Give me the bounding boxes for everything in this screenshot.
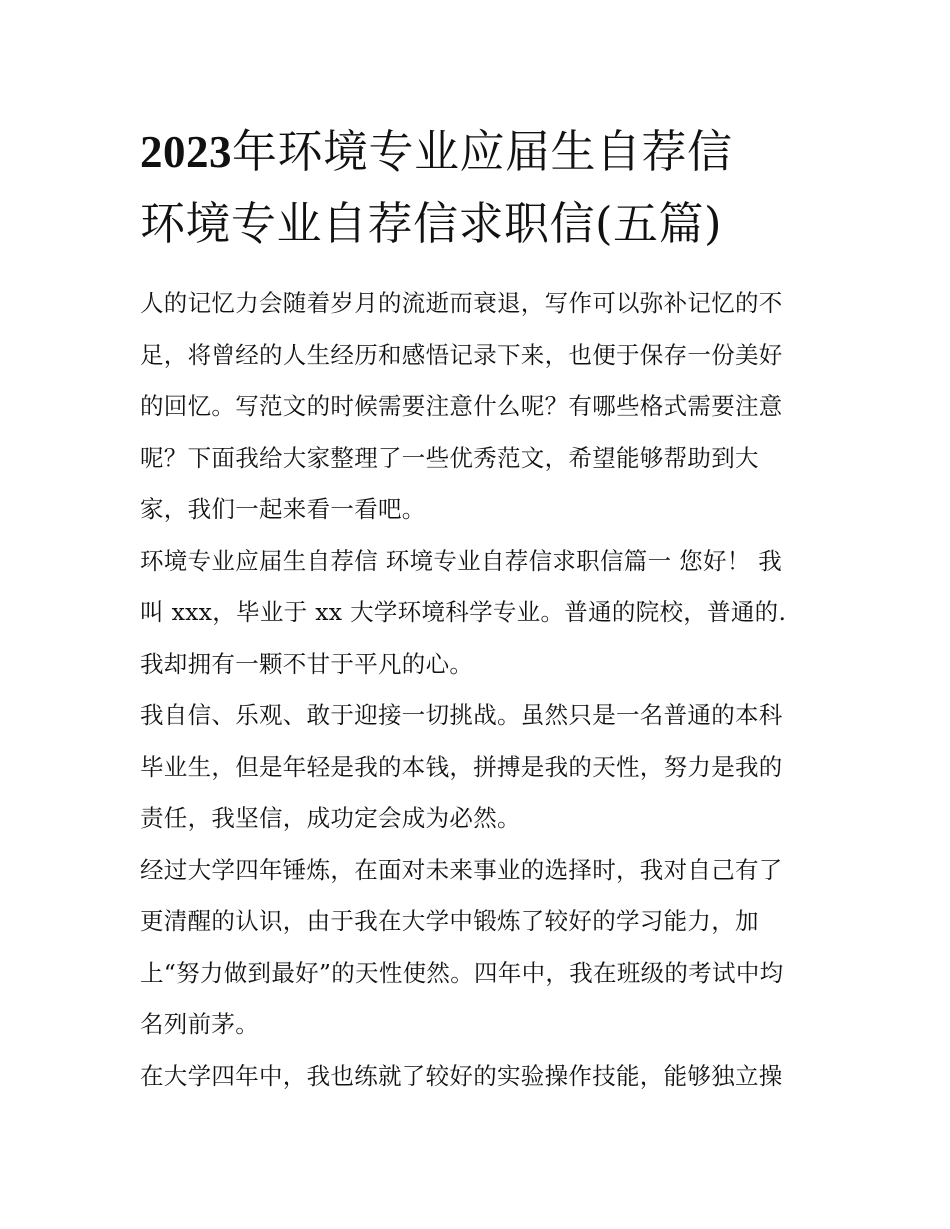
body-line: 名列前茅。 <box>140 1010 259 1038</box>
body-line: 经过大学四年锤炼，在面对未来事业的选择时，我对自己有了 <box>140 855 783 884</box>
document-title <box>140 116 820 260</box>
body-line: 足，将曾经的人生经历和感悟记录下来，也便于保存一份美好 <box>140 340 783 369</box>
title-year: 2023 <box>140 127 232 177</box>
body-line: 在大学四年中，我也练就了较好的实验操作技能，能够独立操 <box>140 1061 783 1090</box>
body-line: 毕业生，但是年轻是我的本钱，拼搏是我的天性，努力是我的 <box>140 752 783 781</box>
body-line: 我自信、乐观、敢于迎接一切挑战。虽然只是一名普通的本科 <box>140 701 783 729</box>
body-line: 我却拥有一颗不甘于平凡的心。 <box>140 649 474 678</box>
body-line: 家，我们一起来看一看吧。 <box>140 495 426 523</box>
body-line: 责任，我坚信，成功定会成为必然。 <box>140 804 521 832</box>
document-body <box>140 278 820 1102</box>
title-line-1 <box>140 116 820 188</box>
body-line: 上“努力做到最好”的天性使然。四年中，我在班级的考试中均 <box>140 958 784 987</box>
title-line-1-text: 年环境专业应届生自荐信 <box>232 125 733 178</box>
body-line: 的回忆。写范文的时候需要注意什么呢？有哪些格式需要注意 <box>140 392 783 420</box>
body-line: 人的记忆力会随着岁月的流逝而衰退，写作可以弥补记忆的不 <box>140 289 783 317</box>
body-line: 呢？下面我给大家整理了一些优秀范文，希望能够帮助到大 <box>140 443 759 472</box>
body-line: 环境专业应届生自荐信 环境专业自荐信求职信篇一 您好！ 我 <box>140 546 783 575</box>
body-line: 更清醒的认识，由于我在大学中锻炼了较好的学习能力，加 <box>140 907 759 935</box>
title-line-2: 环境专业自荐信求职信(五篇) <box>140 197 723 250</box>
body-line: 叫 xxx，毕业于 xx 大学环境科学专业。普通的院校，普通的. <box>140 598 787 626</box>
